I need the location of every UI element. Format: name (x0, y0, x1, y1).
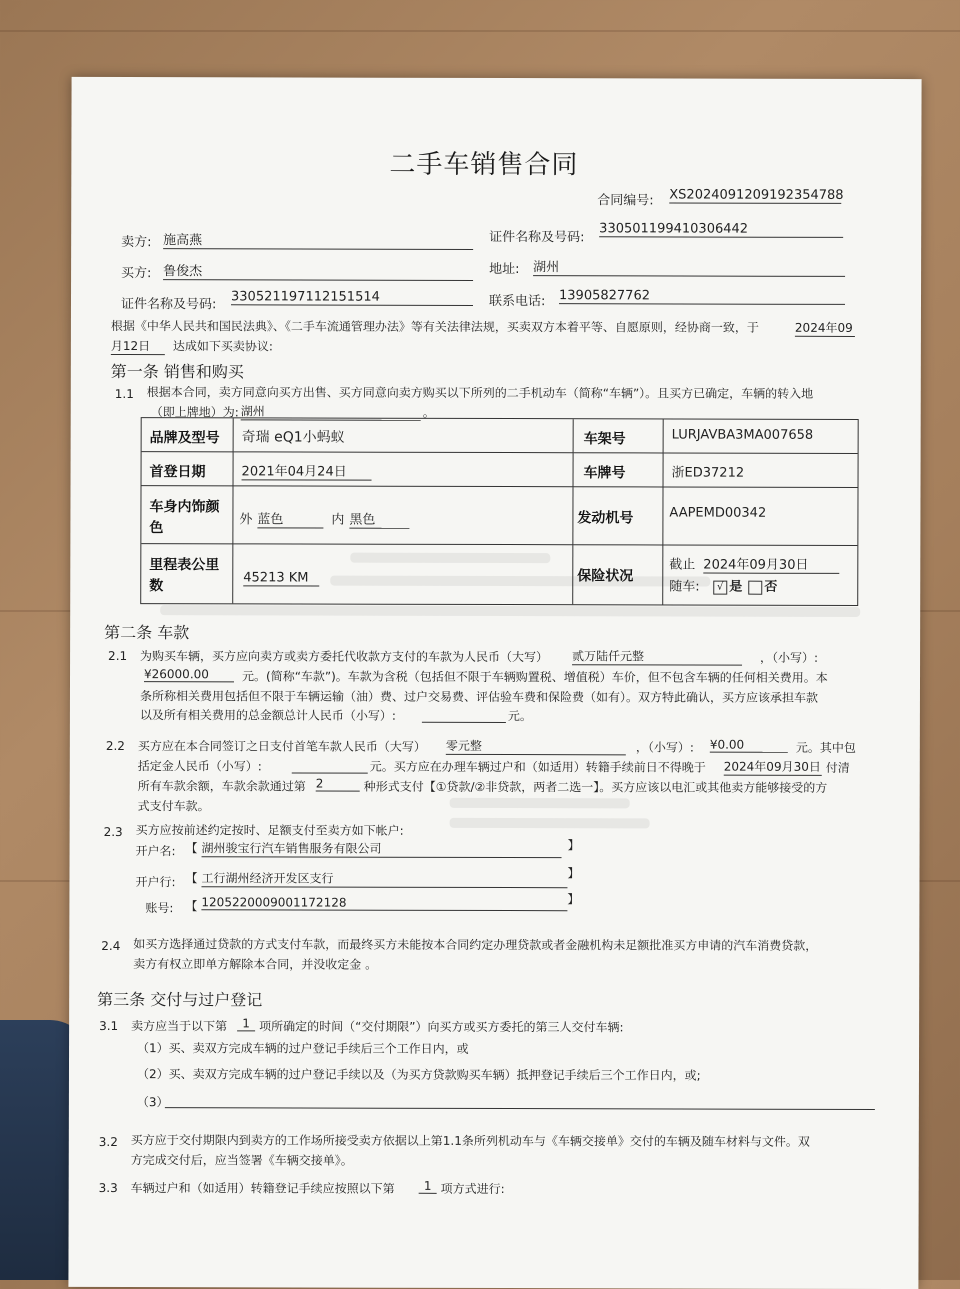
article-3-heading: 第三条 交付与过户登记 (97, 989, 263, 1010)
contract-no: XS2024091209192354788 (669, 187, 844, 203)
reg-value: 2021年04月24日 (242, 460, 372, 480)
bank-name: 工行湖州经济开发区支行 (201, 869, 567, 888)
int-prefix: 内 (331, 512, 345, 528)
phone-value: 13905827762 (559, 288, 845, 305)
clause-2-1-b: 元。(简称“车款”)。车款为含税（包括但不限于车辆购置税、增值税）车价，但不包含车辆的任何相关费用。本 (241, 669, 828, 685)
delivery-option-2: （2）买、卖双方完成车辆的过户登记手续以及（为买方贷款购买车辆）抵押登记手续后三个工作日内，或; (136, 1067, 701, 1083)
small-label: ，（小写）: (760, 650, 819, 665)
cell (574, 453, 664, 487)
insurance-date: 2024年09月30日 (703, 554, 839, 574)
mileage-label-2: 数 (149, 578, 164, 595)
clause-2-2-c-end: 种形式支付【①贷款/②非贷款，两者二选一】。买方应该以电汇或其他卖方能够接受的方 (363, 779, 828, 795)
clause-3-2-num: 3.2 (98, 1134, 118, 1150)
cell (234, 452, 574, 487)
buyer-label: 买方: (121, 266, 152, 282)
engine-value: AAPEMD00342 (669, 505, 767, 521)
account-no-label: 账号: (145, 901, 174, 916)
clause-2-2-b: 括定金人民币（小写）: (137, 759, 262, 774)
cell (573, 545, 663, 604)
seller-label: 卖方: (121, 235, 152, 251)
clause-3-3-num: 3.3 (98, 1180, 118, 1196)
vin-value: LURJAVBA3MA007658 (671, 427, 814, 443)
article-2-heading: 第二条 车款 (104, 622, 190, 643)
cell (142, 452, 234, 486)
clause-2-2-a-end: 元。其中包 (795, 740, 856, 755)
cell (664, 419, 858, 454)
phone-label: 联系电话: (488, 293, 546, 310)
payment-deadline: 2024年09月30日 (724, 758, 822, 776)
clause-2-3-num: 2.3 (103, 824, 123, 840)
cell (573, 487, 663, 545)
bracket-left: 【 (185, 899, 198, 914)
engine-label: 发动机号 (577, 510, 634, 527)
mileage-label-1: 里程表公里 (149, 557, 220, 574)
bleed-through (450, 818, 650, 829)
cell (233, 544, 573, 604)
yes-label: 是 (729, 579, 743, 595)
cell (664, 453, 858, 488)
bank-label: 开户行: (135, 875, 176, 890)
clause-2-4-a: 如买方选择通过贷款的方式支付车款，而最终买方未能按本合同约定办理贷款或者金融机构未足额批准买方申请的汽车消费贷款， (133, 937, 818, 953)
checkbox-yes[interactable]: √ (713, 580, 727, 594)
preamble-line1: 根据《中华人民共和国民法典》、《二手车流通管理办法》等有关法律法规，买卖双方本着平等、自愿原则，经协商一致，于 (110, 318, 759, 335)
plate-label: 车牌号 (583, 465, 626, 482)
cell (663, 545, 857, 605)
payment-type: 2 (316, 777, 360, 792)
clause-2-4-num: 2.4 (101, 938, 121, 954)
insurance-checkbox-row (711, 576, 777, 595)
bracket-right: 】 (567, 892, 580, 907)
reg-label: 首登日期 (149, 464, 206, 481)
clause-2-2-d: 式支付车款。 (137, 799, 210, 814)
plate-value: 浙ED37212 (671, 465, 745, 481)
insurance-prefix: 截止 (669, 557, 696, 573)
clause-3-1-num: 3.1 (99, 1018, 119, 1034)
seller-name: 施高燕 (163, 229, 473, 250)
bracket-left: 【 (185, 841, 198, 856)
first-payment-upper: 零元整 (446, 737, 626, 755)
insurance-with-label: 随车: (669, 579, 700, 595)
cell (141, 544, 233, 603)
address-value: 湖州 (533, 256, 845, 277)
cell (234, 418, 574, 453)
clause-3-2-a: 买方应于交付期限内到卖方的工作场所接受卖方依据以上第1.1条所列机动车与《车辆交接单》交付的车辆及随车材料与文件。双 (130, 1133, 810, 1149)
int-color: 黑色 (349, 509, 409, 529)
clause-3-1-b: 项所确定的时间（“交付期限”）向买方或买方委托的第三人交付车辆: (259, 1019, 624, 1035)
brand-value: 奇瑞 eQ1小蚂蚁 (241, 429, 345, 446)
insurance-label: 保险状况 (577, 568, 634, 585)
cell (233, 486, 573, 545)
clause-1-1-text1: 根据本合同，卖方同意向买方出售、买方同意向卖方购买以下所列的二手机动车（简称“车辆”）。且买方已确定，车辆的转入地 (146, 385, 814, 401)
clause-2-1-d: 以及所有相关费用的总金额总计人民币（小写）: (139, 708, 396, 723)
amount-lower: ¥26000.00 (144, 667, 234, 682)
cell (142, 418, 234, 452)
account-number: 1205220009001172128 (201, 895, 567, 911)
wood-grain (0, 30, 960, 32)
delivery-option-3-blank (165, 1095, 875, 1110)
cell (663, 487, 857, 546)
buyer-id: 330521197112151514 (231, 289, 473, 306)
cell (574, 419, 664, 453)
clause-3-3-b: 项方式进行: (440, 1181, 505, 1197)
seller-id: 330501199410306442 (599, 221, 843, 238)
agreement-date-part2: 月12日 (111, 337, 165, 355)
first-payment-lower: ¥0.00 (710, 738, 788, 753)
address-label: 地址: (489, 261, 520, 278)
article-1-heading: 第一条 销售和购买 (110, 361, 244, 382)
contract-no-label: 合同编号: (597, 193, 654, 209)
clause-3-2-b: 方完成交付后，应当签署《车辆交接单》。 (130, 1153, 353, 1168)
clause-2-1-num: 2.1 (108, 648, 128, 664)
clause-2-2-small: ，（小写）: (635, 740, 694, 755)
destination-city: 湖州 (241, 402, 421, 420)
clause-2-3-text: 买方应按前述约定按时、足额支付至卖方如下帐户: (135, 823, 404, 838)
checkbox-no[interactable] (748, 580, 762, 594)
bleed-through (160, 605, 860, 617)
clause-1-1-num: 1.1 (114, 387, 134, 402)
clause-2-2-b2: 元。买方应在办理车辆过户和（如适用）转籍手续前日不得晚于 (369, 759, 706, 775)
deposit-blank (292, 757, 368, 773)
bleed-through (450, 798, 630, 808)
ext-prefix: 外 (239, 512, 253, 528)
bracket-right: 】 (567, 838, 580, 853)
clause-2-2-num: 2.2 (105, 738, 125, 754)
delivery-option-1: （1）买、卖双方完成车辆的过户登记手续后三个工作日内，或 (137, 1041, 469, 1056)
transfer-item: 1 (419, 1179, 437, 1194)
clause-2-1-a: 为购买车辆，买方应向卖方或卖方委托代收款方支付的车款为人民币（大写） (140, 649, 549, 665)
vehicle-table (140, 417, 858, 606)
vin-label: 车架号 (583, 431, 626, 448)
page-title: 二手车销售合同 (389, 149, 579, 181)
clause-2-2-c: 所有车款余额，车款余款通过第 (137, 779, 306, 794)
bracket-left: 【 (185, 871, 198, 886)
clause-2-4-b: 卖方有权立即单方解除本合同，并没收定金 。 (133, 957, 378, 972)
mileage-value: 45213 KM (243, 570, 319, 586)
clause-1-1-text2: （即上牌地）为: (150, 405, 239, 420)
clause-2-1-c: 条所称相关费用包括但不限于车辆运输（油）费、过户交易费、评估验车费和保险费（如有）。双方特此确认，买方应该承担车款 (139, 689, 818, 705)
ext-color: 蓝色 (257, 508, 323, 528)
buyer-id-label: 证件名称及号码: (120, 297, 217, 313)
delivery-item: 1 (237, 1016, 255, 1031)
clause-2-1-d-end: 元。 (507, 709, 532, 724)
clause-2-2-a: 买方应在本合同签订之日支付首笔车款人民币（大写） (137, 739, 426, 754)
amount-upper: 贰万陆仟元整 (572, 647, 742, 665)
account-name-label: 开户名: (135, 844, 176, 859)
clause-3-3-a: 车辆过户和（如适用）转籍登记手续应按照以下第 (130, 1181, 395, 1196)
delivery-option-3: （3） (136, 1095, 169, 1110)
cell (141, 486, 233, 544)
bracket-right: 】 (567, 866, 580, 881)
seller-id-label: 证件名称及号码: (489, 229, 585, 246)
contract-paper (68, 77, 921, 1289)
no-label: 否 (764, 579, 778, 595)
total-amount-blank (422, 707, 506, 723)
account-name: 湖州骏宝行汽车销售服务有限公司 (202, 839, 562, 858)
buyer-name: 鲁俊杰 (163, 260, 473, 281)
brand-label: 品牌及型号 (149, 430, 220, 447)
clause-2-2-b-end: 付清 (825, 760, 850, 775)
clause-3-1-a: 卖方应当于以下第 (131, 1019, 228, 1034)
agreement-date-part1: 2024年09 (795, 319, 855, 337)
preamble-line2: 达成如下买卖协议: (172, 339, 273, 354)
period: 。 (422, 405, 435, 420)
color-label-2: 色 (149, 520, 164, 537)
color-label-1: 车身内饰颜 (149, 499, 220, 516)
